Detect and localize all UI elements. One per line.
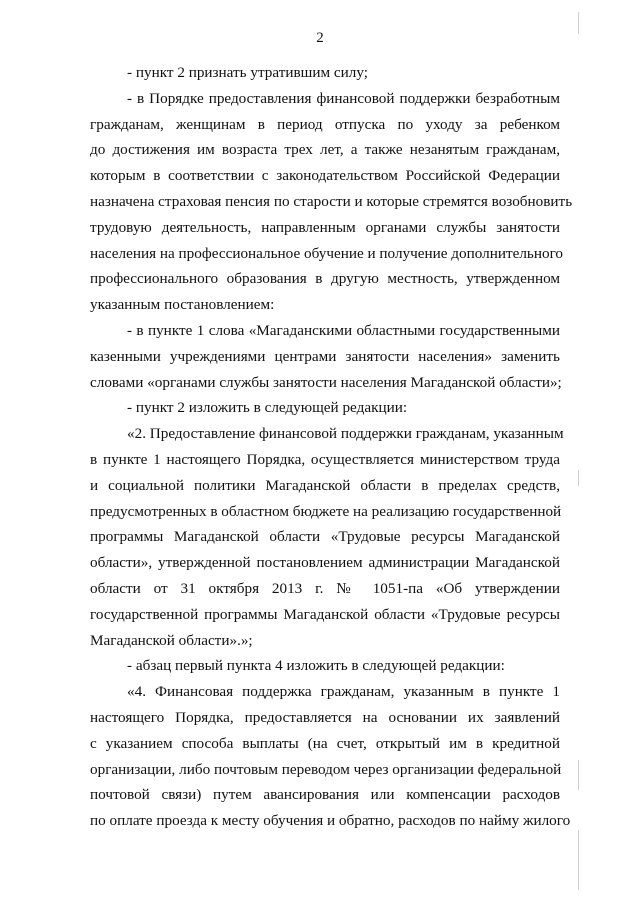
text-line: до достижения им возраста трех лет, а также незанятым гражданам, [90, 141, 560, 159]
text-line: трудовую деятельность, направленным органами службы занятости [90, 218, 560, 236]
text-line: предусмотренных в областном бюджете на реализацию государственной [90, 502, 562, 520]
text-line: профессионального образования в другую местность, утвержденном [90, 270, 560, 288]
text-line: - в Порядке предоставления финансовой поддержки безработным [127, 89, 560, 107]
scan-edge-mark [578, 760, 579, 790]
text-line: области», утвержденной постановлением администрации Магаданской [90, 554, 560, 572]
text-line: организации, либо почтовым переводом через организации федеральной [90, 760, 562, 778]
text-line: программы Магаданской области «Трудовые ресурсы Магаданской [90, 528, 560, 546]
paragraph [90, 653, 560, 679]
paragraph [90, 679, 571, 834]
paragraph [90, 421, 564, 653]
text-line: Магаданской области».»; [90, 631, 253, 649]
text-line: которым в соответствии с законодательством Российской Федерации [90, 167, 560, 185]
text-line: населения на профессиональное обучение и получение дополнительного [90, 244, 564, 262]
text-line: по оплате проезда к месту обучения и обратно, расходов по найму жилого [90, 812, 571, 830]
text-line: гражданам, женщинам в период отпуска по уходу за ребенком [90, 115, 560, 133]
document-body [90, 60, 573, 834]
text-line: указанным постановлением: [90, 296, 275, 314]
scan-edge-mark [578, 830, 579, 890]
scan-edge-mark [578, 470, 579, 486]
text-line: - пункт 2 изложить в следующей редакции: [127, 399, 408, 417]
text-line: государственной программы Магаданской области «Трудовые ресурсы [90, 605, 560, 623]
paragraph [90, 60, 560, 86]
paragraph [90, 318, 560, 395]
text-line: настоящего Порядка, предоставляется на основании их заявлений [90, 708, 560, 726]
paragraph [90, 86, 573, 318]
text-line: «2. Предоставление финансовой поддержки гражданам, указанным [127, 425, 564, 443]
text-line: - абзац первый пункта 4 изложить в следующей редакции: [127, 657, 505, 675]
text-line: «4. Финансовая поддержка гражданам, указанным в пункте 1 [127, 683, 560, 701]
text-line: области от 31 октября 2013 г. № 1051-па «Об утверждении [90, 579, 560, 597]
paragraph [90, 395, 560, 421]
text-line: казенными учреждениями центрами занятости населения» заменить [90, 347, 560, 365]
text-line: назначена страховая пенсия по старости и которые стремятся возобновить [90, 192, 573, 210]
text-line: словами «органами службы занятости населения Магаданской области»; [90, 373, 562, 391]
text-line: и социальной политики Магаданской области в пределах средств, [90, 476, 560, 494]
text-line: почтовой связи) путем авансирования или компенсации расходов [90, 786, 560, 804]
scan-edge-mark [578, 12, 579, 34]
text-line: в пункте 1 настоящего Порядка, осуществляется министерством труда [90, 450, 560, 468]
text-line: - в пункте 1 слова «Магаданскими областными государственными [127, 321, 560, 339]
text-line: - пункт 2 признать утратившим силу; [127, 64, 368, 81]
page-number: 2 [316, 30, 324, 46]
text-line: с указанием способа выплаты (на счет, открытый им в кредитной [90, 734, 560, 752]
